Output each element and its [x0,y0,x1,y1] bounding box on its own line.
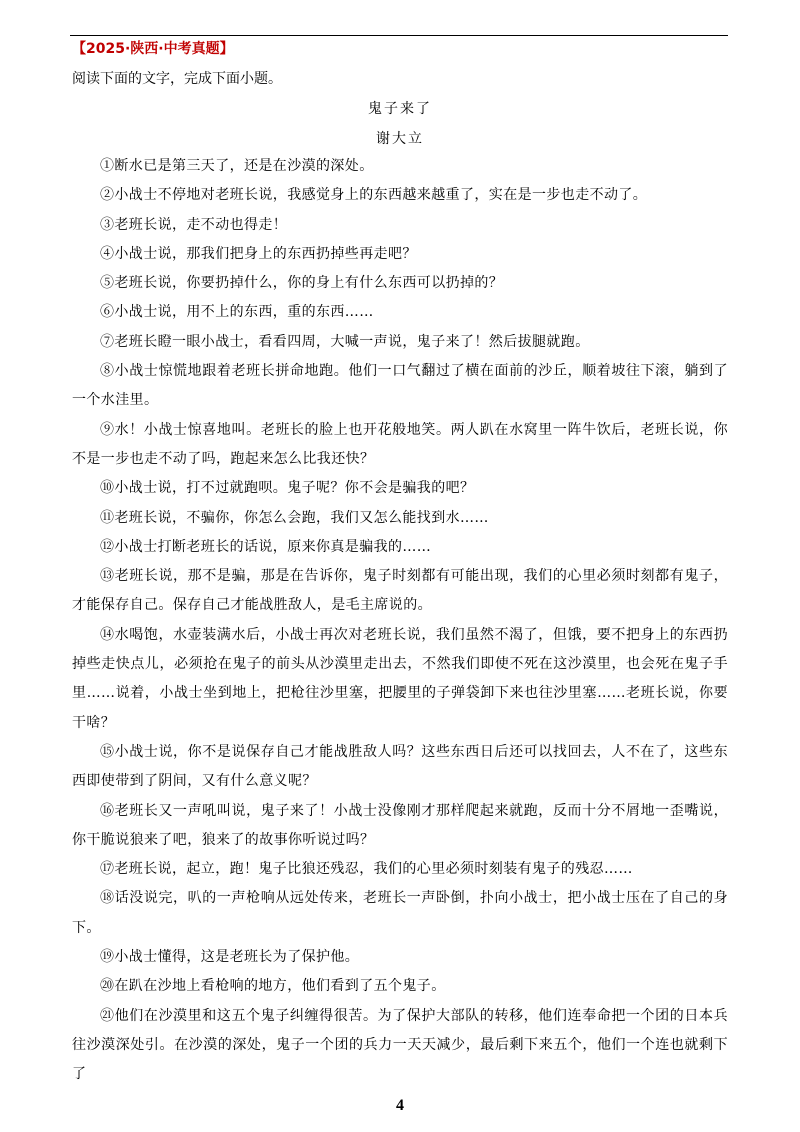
paragraph: ⑪老班长说，不骗你，你怎么会跑，我们又怎么能找到水…… [100,509,489,526]
article-body [72,152,728,1090]
paragraph: ③老班长说，走不动也得走！ [100,216,288,233]
paragraph: ⑲小战士懂得，这是老班长为了保护他。 [100,949,360,966]
exam-source-tag: 【2025·陕西·中考真题】 [72,41,234,57]
paragraph: ⑤老班长说，你要扔掉什么，你的身上有什么东西可以扔掉的？ [100,275,504,292]
article-title: 鬼子来了 [368,101,432,117]
paragraph: ⑯老班长又一声吼叫说，鬼子来了！小战士没像刚才那样爬起来就跑，反而十分不屑地一歪嘴说，你干脆说狼来了吧，狼来了的故事你听说过吗？ [72,802,728,848]
header-rule [70,35,728,36]
reading-instruction: 阅读下面的文字，完成下面小题。 [72,71,282,87]
page-number: 4 [396,1097,404,1114]
paragraph: ⑬老班长说，那不是骗，那是在告诉你，鬼子时刻都有可能出现，我们的心里必须时刻都有鬼子，才能保存自己。保存自己才能战胜敌人，是毛主席说的。 [72,568,728,614]
paragraph: ⑳在趴在沙地上看枪响的地方，他们看到了五个鬼子。 [100,978,446,995]
paragraph: ②小战士不停地对老班长说，我感觉身上的东西越来越重了，实在是一步也走不动了。 [100,187,648,204]
paragraph: ④小战士说，那我们把身上的东西扔掉些再走吧？ [100,245,417,262]
paragraph: ⑩小战士说，打不过就跑呗。鬼子呢？你不会是骗我的吧？ [100,480,475,497]
paragraph: ⑱话没说完，叭的一声枪响从远处传来，老班长一声卧倒，扑向小战士，把小战士压在了自己的身下。 [72,890,728,936]
paragraph: ㉑他们在沙漠里和这五个鬼子纠缠得很苦。为了保护大部队的转移，他们连奉命把一个团的日本兵往沙漠深处引。在沙漠的深处，鬼子一个团的兵力一天天减少，最后剩下来五个，他们一个连也就剩下了 [72,1007,728,1083]
paragraph: ⑨水！小战士惊喜地叫。老班长的脸上也开花般地笑。两人趴在水窝里一阵牛饮后，老班长说，你不是一步也走不动了吗，跑起来怎么比我还快？ [72,421,728,467]
paragraph: ⑰老班长说，起立，跑！鬼子比狼还残忍，我们的心里必须时刻装有鬼子的残忍…… [100,861,633,878]
paragraph: ⑮小战士说，你不是说保存自己才能战胜敌人吗？这些东西日后还可以找回去，人不在了，这些东西即使带到了阴间，又有什么意义呢？ [72,743,728,790]
article-author: 谢大立 [376,131,424,147]
paragraph: ①断水已是第三天了，还是在沙漠的深处。 [100,158,374,174]
paragraph: ⑧小战士惊慌地跟着老班长拼命地跑。他们一口气翻过了横在面前的沙丘，顺着坡往下滚，躺到了一个水洼里。 [72,363,728,409]
paragraph: ⑥小战士说，用不上的东西，重的东西…… [100,304,374,321]
paragraph: ⑫小战士打断老班长的话说，原来你真是骗我的…… [100,538,432,555]
paragraph: ⑦老班长瞪一眼小战士，看看四周，大喊一声说，鬼子来了！然后拔腿就跑。 [100,333,590,350]
paragraph: ⑭水喝饱，水壶装满水后，小战士再次对老班长说，我们虽然不渴了，但饿，要不把身上的东西扔掉些走快点儿，必须抢在鬼子的前头从沙漠里走出去，不然我们即使不死在这沙漠里，也会死在鬼子手里……说着，小战士坐到地上，把枪往沙里塞，把腰里的子弹袋卸下来也往沙里塞……老班长说，你要干啥？ [72,626,728,731]
